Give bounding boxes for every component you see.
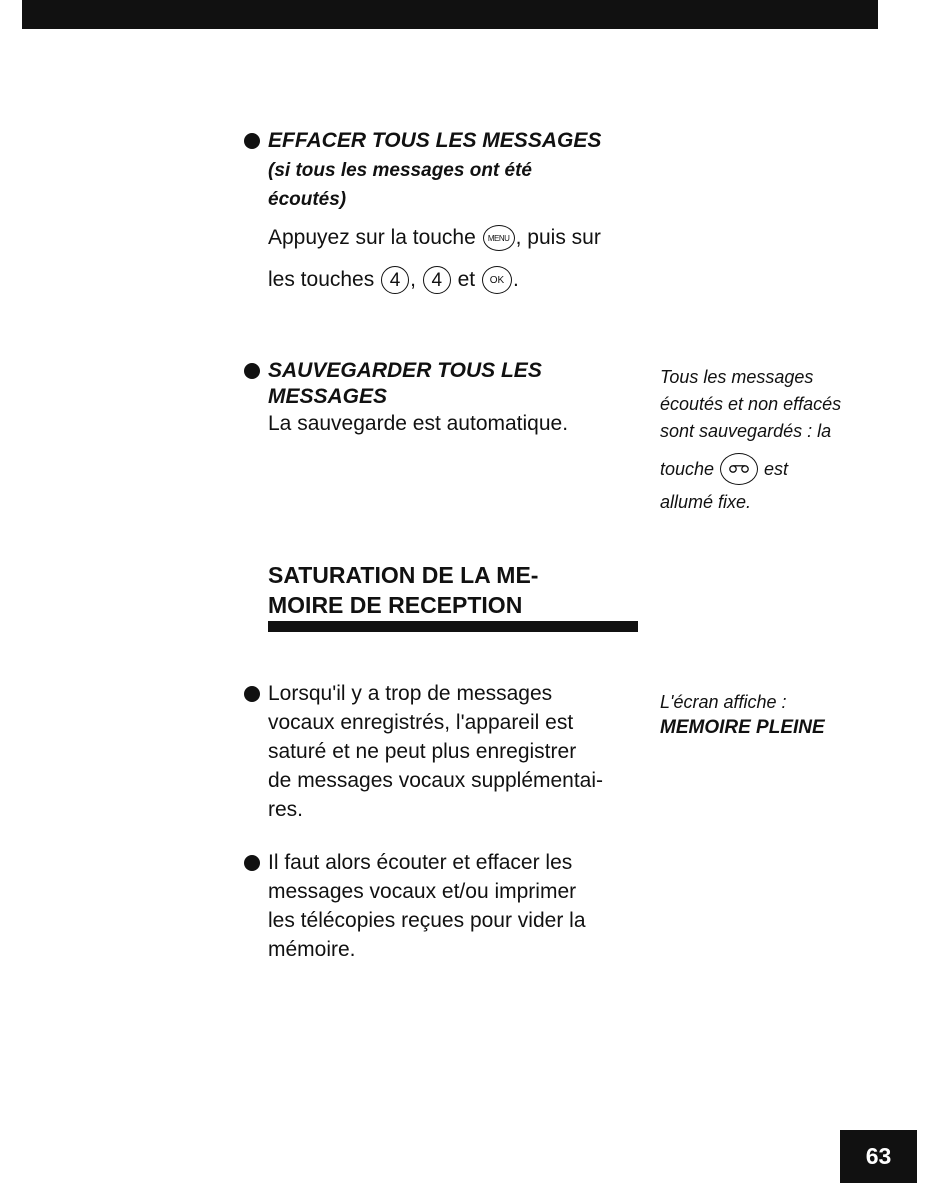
menu-key-icon: MENU — [483, 225, 515, 251]
erase-section — [268, 128, 648, 294]
erase-line-2 — [268, 265, 648, 294]
save-note — [660, 364, 900, 516]
save-note-line: écoutés et non effacés — [660, 394, 842, 414]
erase-line-1-pre: Appuyez sur la touche — [268, 226, 482, 249]
section-rule — [268, 621, 638, 632]
bullet-icon — [244, 133, 260, 149]
erase-subtitle-1: (si tous les messages ont été — [268, 160, 532, 181]
erase-subtitle-2: écoutés) — [268, 189, 347, 210]
paragraph-line: messages vocaux et/ou imprimer — [268, 880, 577, 903]
ok-key-icon: OK — [482, 266, 512, 294]
save-note-line: Tous les messages — [660, 367, 814, 387]
save-note-line: sont sauvegardés : la — [660, 421, 832, 441]
save-note-line: allumé fixe. — [660, 492, 752, 512]
key-4-icon: 4 — [423, 266, 451, 294]
erase-line-1 — [268, 223, 648, 252]
saturation-title-1: SATURATION DE LA ME- — [268, 562, 539, 588]
paragraph-line: res. — [268, 798, 304, 821]
save-note-line — [660, 451, 900, 487]
save-section — [268, 358, 638, 438]
paragraph-line: Il faut alors écouter et effacer les — [268, 851, 573, 874]
paragraph-line: Lorsqu'il y a trop de messages — [268, 682, 553, 705]
erase-title: EFFACER TOUS LES MESSAGES — [268, 129, 602, 152]
save-note-touche: touche — [660, 458, 715, 479]
erase-line-2-and: et — [451, 268, 481, 291]
page-number: 63 — [840, 1130, 917, 1183]
paragraph-line: de messages vocaux supplémentai- — [268, 769, 604, 792]
paragraph-line: vocaux enregistrés, l'appareil est — [268, 711, 574, 734]
paragraph-line: saturé et ne peut plus enregistrer — [268, 740, 577, 763]
saturation-title-2: MOIRE DE RECEPTION — [268, 592, 523, 618]
erase-line-2-sep: , — [410, 268, 422, 291]
tape-key-icon — [720, 453, 758, 485]
tape-glyph-icon — [728, 463, 750, 475]
save-title-1: SAUVEGARDER TOUS LES — [268, 359, 542, 382]
save-title-2: MESSAGES — [268, 385, 388, 408]
saturation-heading — [268, 560, 648, 620]
saturation-note — [660, 690, 900, 740]
erase-line-2-pre: les touches — [268, 268, 381, 291]
erase-line-2-end: . — [512, 268, 519, 291]
paragraph-line: mémoire. — [268, 938, 356, 961]
memory-full-message: MEMOIRE PLEINE — [660, 717, 825, 738]
saturation-paragraph-1 — [268, 679, 648, 824]
erase-line-1-post: , puis sur — [515, 226, 601, 249]
save-note-est: est — [764, 458, 789, 479]
saturation-note-line: L'écran affiche : — [660, 692, 787, 712]
saturation-paragraph-2 — [268, 848, 648, 964]
bullet-icon — [244, 363, 260, 379]
top-bar — [22, 0, 878, 29]
bullet-icon — [244, 686, 260, 702]
paragraph-line: les télécopies reçues pour vider la — [268, 909, 586, 932]
save-body: La sauvegarde est automatique. — [268, 412, 569, 435]
bullet-icon — [244, 855, 260, 871]
key-4-icon: 4 — [381, 266, 409, 294]
